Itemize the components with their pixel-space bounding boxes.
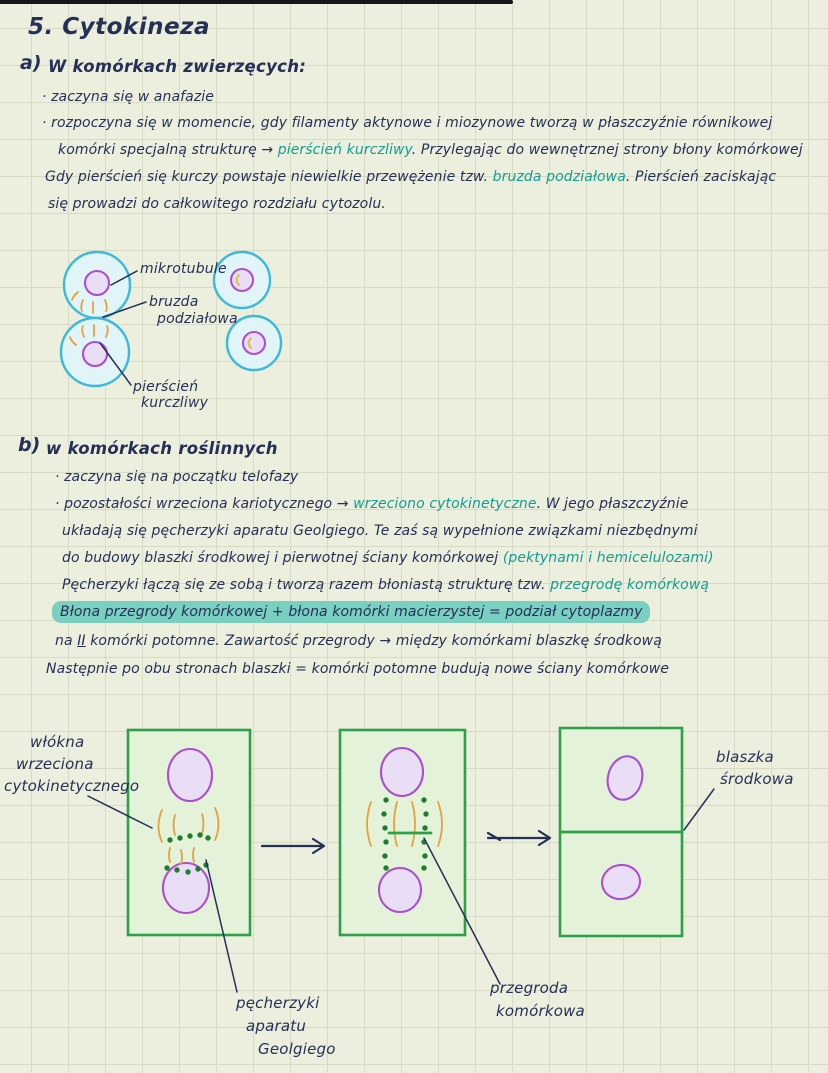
label-bruzda-1: bruzda [149,294,199,310]
label-pecherzyki-3: Geolgiego [258,1040,336,1058]
label-wlokna-3: cytokinetycznego [4,777,140,795]
section-b-line-7: na II komórki potomne. Zawartość przegrody → między komórkami blaszkę środkową [55,633,662,649]
label-blaszka-2: środkowa [720,770,794,788]
section-a-heading: W komórkach zwierzęcych: [48,57,307,76]
arrow-right-icon [262,839,324,853]
section-b-line-1: · zaczyna się na początku telofazy [55,469,299,485]
dividing-cell-pair [61,252,130,386]
section-b-label: b) [18,434,41,456]
plant-cell-stage-2 [340,730,465,935]
scan-edge [0,0,513,4]
label-pecherzyki-1: pęcherzyki [236,994,320,1012]
label-bruzda-2: podziałowa [157,311,238,327]
nucleus [231,269,253,291]
pointer-line [684,789,714,830]
section-a-line-5: się prowadzi do całkowitego rozdziału cytozolu. [48,196,386,212]
label-przegroda-1: przegroda [490,979,569,997]
nucleus [381,748,423,796]
section-a-line-4: Gdy pierścień się kurczy powstaje niewielkie przewężenie tzw. bruzda podziałowa. Pierścień zaciskając [45,169,777,185]
section-a-label: a) [20,52,42,74]
label-wlokna-2: wrzeciona [16,755,94,773]
page-title: 5. Cytokineza [28,14,210,40]
section-a-line-2: · rozpoczyna się w momencie, gdy filamenty aktynowe i miozynowe tworzą w płaszczyźnie równikowej [42,115,773,131]
section-b-line-3: układają się pęcherzyki aparatu Geolgiego. Te zaś są wypełnione związkami niezbędnymi [62,523,698,539]
nucleus [379,868,421,912]
section-b-heading: w komórkach roślinnych [46,439,278,458]
section-b-line-8: Następnie po obu stronach blaszki = komórki potomne budują nowe ściany komórkowe [46,661,670,677]
plant-cell-stage-3 [560,728,682,936]
plant-cells-diagram [0,690,828,1073]
section-b-line-2: · pozostałości wrzeciona kariotycznego → wrzeciono cytokinetyczne. W jego płaszczyźnie [55,496,689,512]
label-pierscien-1: pierścień [133,379,199,395]
arrow-right-icon [488,831,550,845]
nucleus [83,342,107,366]
nucleus [85,271,109,295]
label-przegroda-2: komórkowa [496,1002,585,1020]
nucleus [168,749,212,801]
section-b-line-5: Pęcherzyki łączą się ze sobą i tworzą razem błoniastą strukturę tzw. przegrodę komórkową [62,577,710,593]
section-b-line-4: do budowy blaszki środkowej i pierwotnej ściany komórkowej (pektynami i hemicelulozami) [62,550,714,566]
label-mikrotubule: mikrotubule [140,261,227,277]
animal-cells-diagram [45,240,325,420]
label-wlokna-1: włókna [30,733,85,751]
nucleus [243,332,265,354]
label-pecherzyki-2: aparatu [246,1017,307,1035]
section-a-line-1: · zaczyna się w anafazie [42,89,214,105]
label-blaszka-1: blaszka [716,748,774,766]
section-a-line-3: komórki specjalną strukturę → pierścień kurczliwy. Przylegając do wewnętrznej strony błony komórkowej [58,142,803,158]
section-b-line-6: Błona przegrody komórkowej + błona komórki macierzystej = podział cytoplazmy [52,601,650,623]
label-pierscien-2: kurczliwy [141,395,209,411]
plant-cell-stage-1 [128,730,250,935]
